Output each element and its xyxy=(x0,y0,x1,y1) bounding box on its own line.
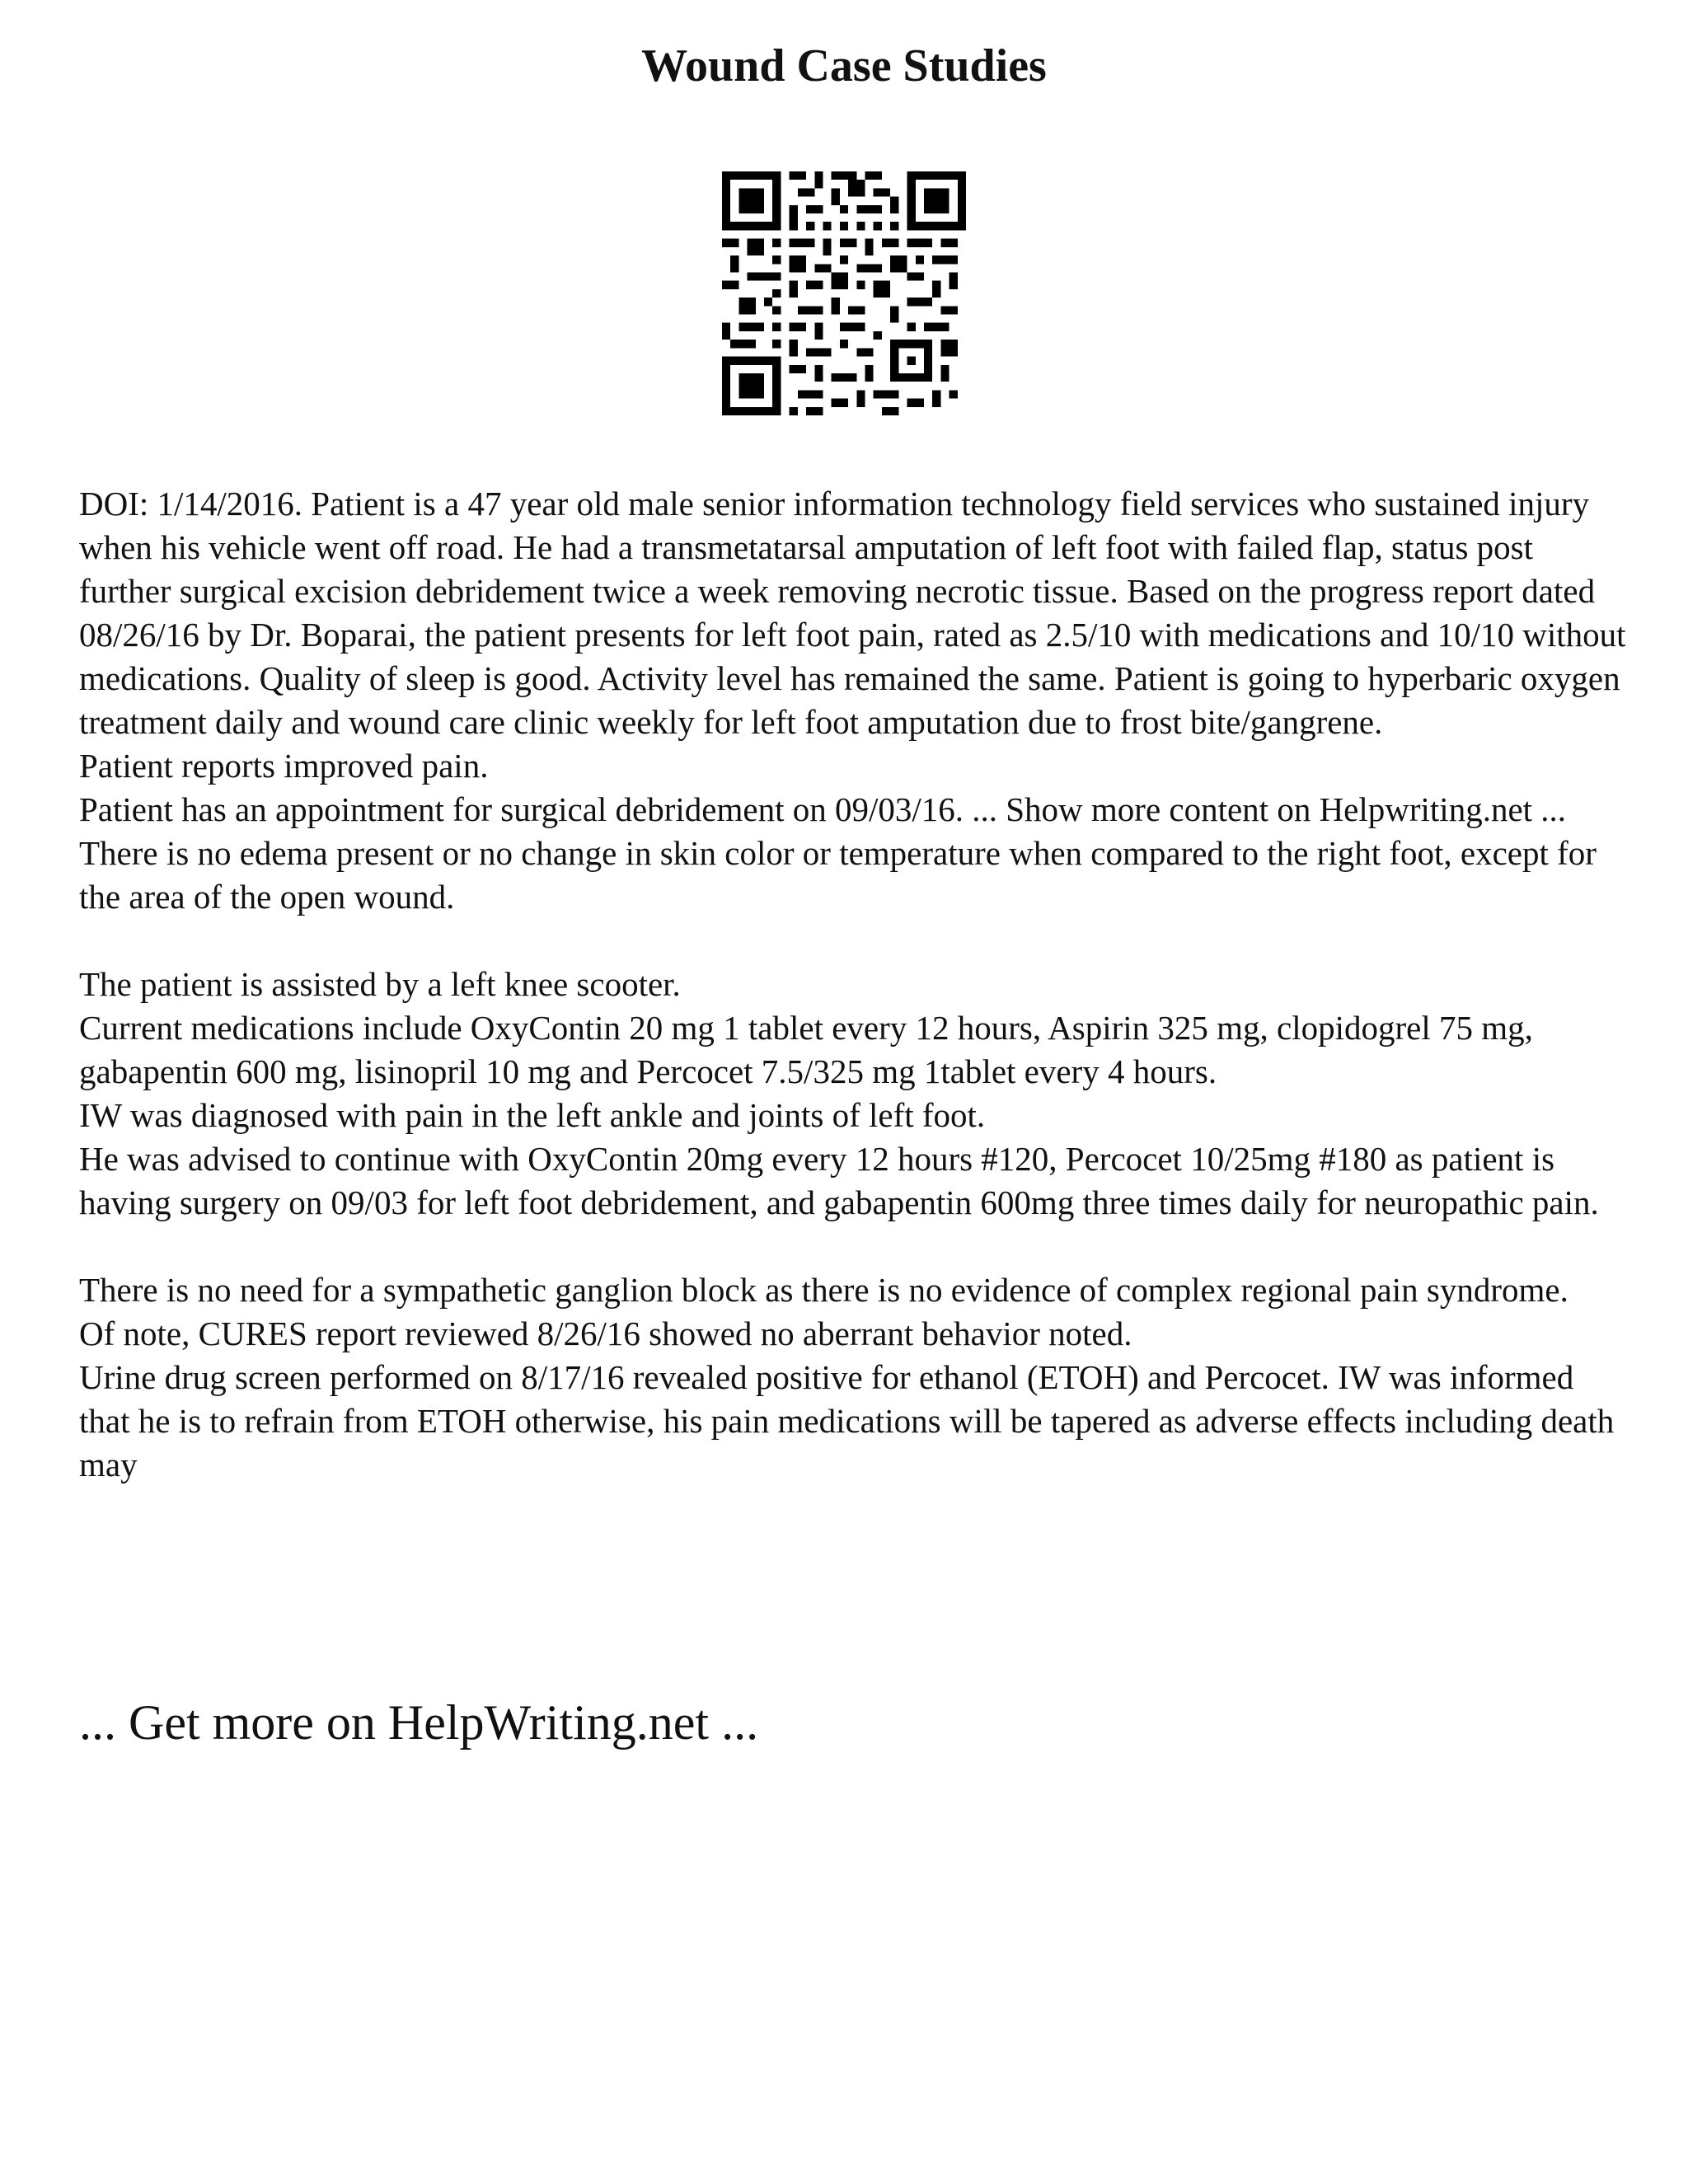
paragraph-appointment: Patient has an appointment for surgical debridement on 09/03/16. ... Show more content on Helpwriting.net ... xyxy=(79,790,1567,828)
paragraph-spacer xyxy=(79,1225,1629,1268)
paragraph-diagnosis: IW was diagnosed with pain in the left ankle and joints of left foot. xyxy=(79,1096,986,1134)
qr-code-icon xyxy=(722,171,966,415)
case-study-body xyxy=(79,482,1629,1487)
paragraph-spacer xyxy=(79,919,1629,963)
paragraph-scooter: The patient is assisted by a left knee scooter. xyxy=(79,965,681,1003)
paragraph-ganglion-block: There is no need for a sympathetic ganglion block as there is no evidence of complex regional pain syndrome. xyxy=(79,1271,1568,1309)
paragraph-cures-report: Of note, CURES report reviewed 8/26/16 showed no aberrant behavior noted. xyxy=(79,1315,1132,1352)
page-title: Wound Case Studies xyxy=(641,40,1047,91)
paragraph-advice: He was advised to continue with OxyContin 20mg every 12 hours #120, Percocet 10/25mg #180 as patient is having surgery on 09/03 for left foot debridement, and gabapentin 600mg three times daily for neuropathic pain. xyxy=(79,1140,1599,1221)
paragraph-drug-screen: Urine drug screen performed on 8/17/16 revealed positive for ethanol (ETOH) and Percocet. IW was informed that he is to refrain from ETOH otherwise, his pain medications will be tapered as adverse effects including death may xyxy=(79,1358,1615,1483)
paragraph-medications: Current medications include OxyContin 20 mg 1 tablet every 12 hours, Aspirin 325 mg, clopidogrel 75 mg, gabapentin 600 mg, lisinopril 10 mg and Percocet 7.5/325 mg 1tablet every 4 hours. xyxy=(79,1009,1533,1090)
paragraph-improved-pain: Patient reports improved pain. xyxy=(79,747,489,785)
paragraph-edema: There is no edema present or no change in skin color or temperature when compared to the right foot, except for the area of the open wound. xyxy=(79,834,1597,916)
paragraph-injury-summary: DOI: 1/14/2016. Patient is a 47 year old male senior information technology field services who sustained injury when his vehicle went off road. He had a transmetatarsal amputation of left foot with failed flap, status post further surgical excision debridement twice a week removing necrotic tissue. Based on the progress report dated 08/26/16 by Dr. Boparai, the patient presents for left foot pain, rated as 2.5/10 with medications and 10/10 without medications. Quality of sleep is good. Activity level has remained the same. Patient is going to hyperbaric oxygen treatment daily and wound care clinic weekly for left foot amputation due to frost bite/gangrene. xyxy=(79,485,1626,741)
get-more-link[interactable]: ... Get more on HelpWriting.net ... xyxy=(79,1695,759,1750)
